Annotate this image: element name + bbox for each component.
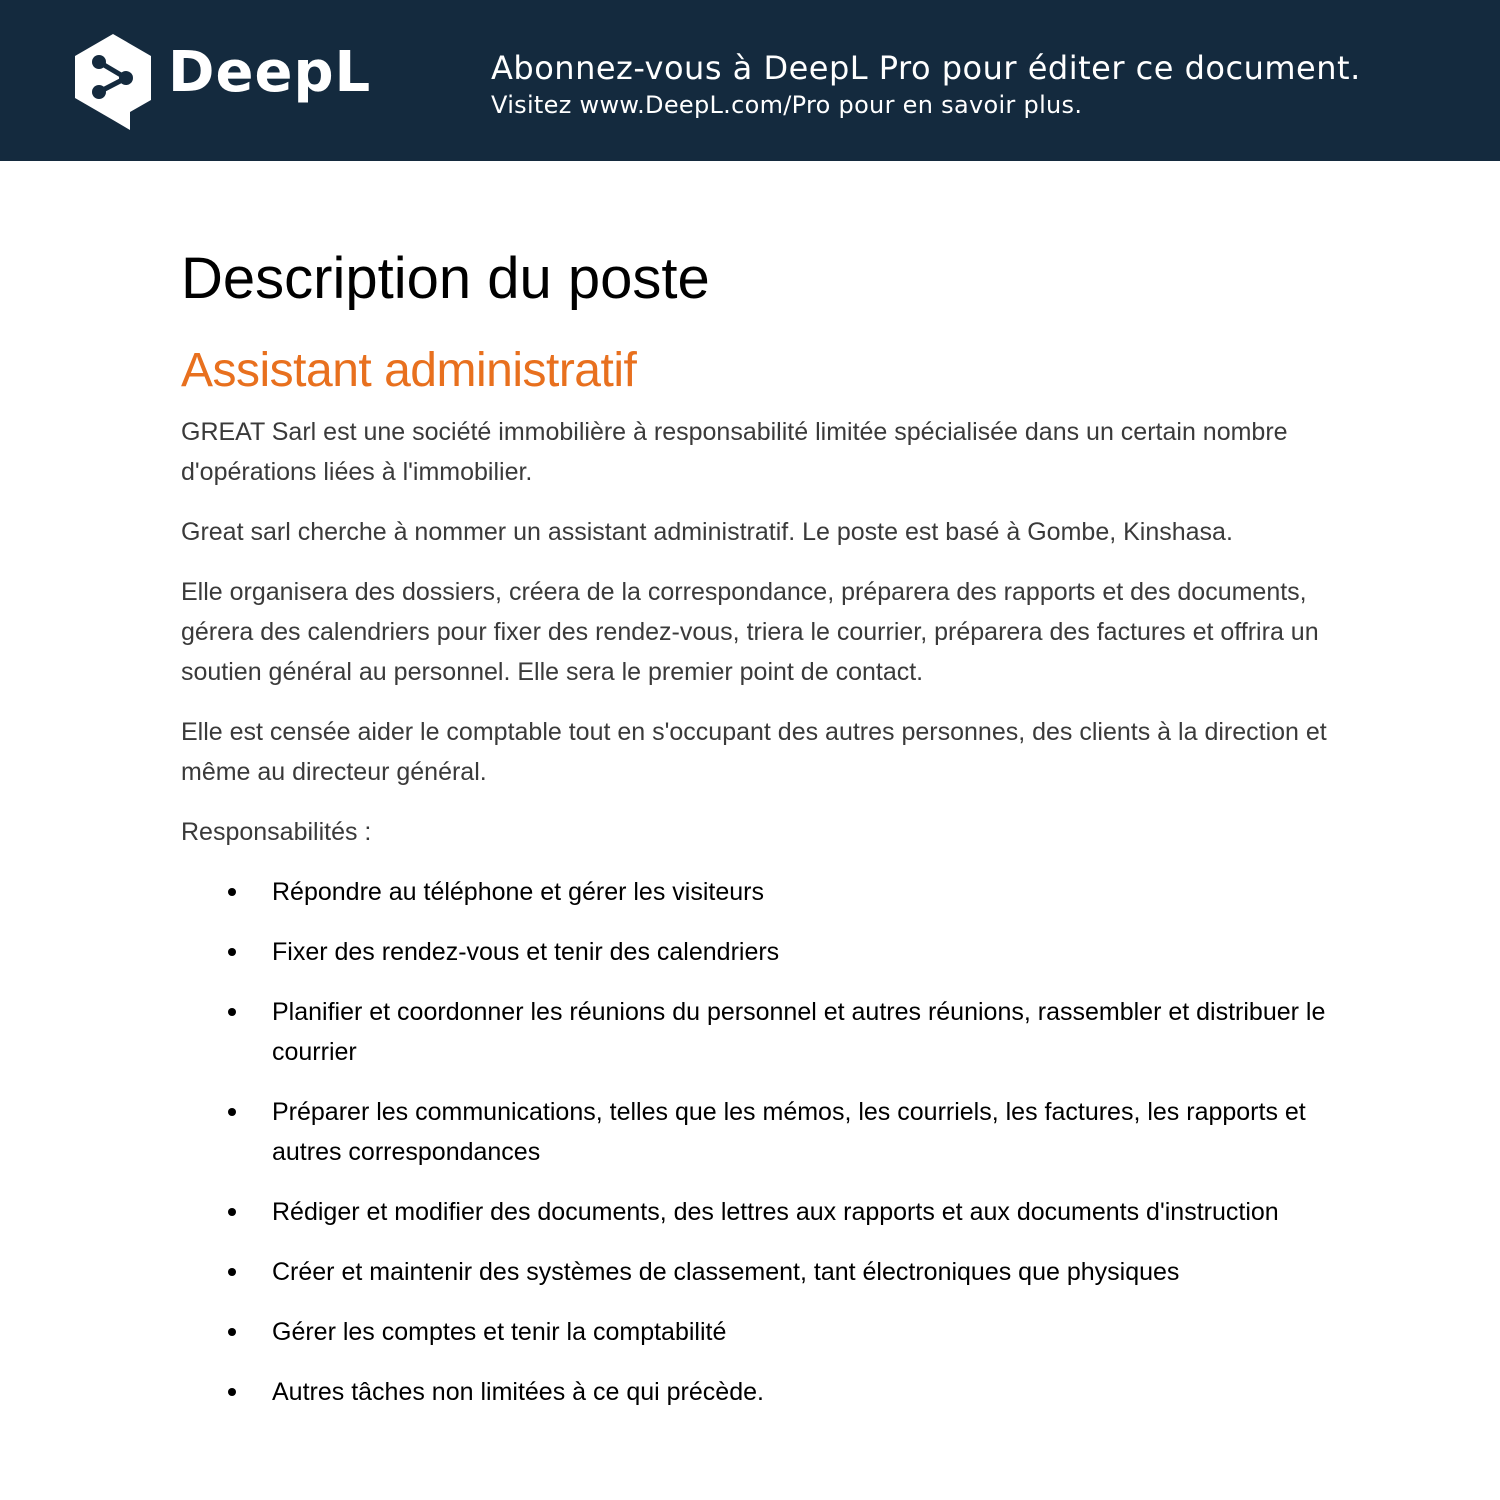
bullet-icon <box>228 1268 236 1276</box>
paragraph-position: Great sarl cherche à nommer un assistant administratif. Le poste est basé à Gombe, Kinshasa. <box>181 518 1233 546</box>
paragraph-duties: Elle organisera des dossiers, créera de la correspondance, préparera des rapports et des documents, gérera des calendriers pour fixer des rendez-vous, triera le courrier, préparera des factures et offrira un soutien général au personnel. Elle sera le premier point de contact. <box>181 578 1319 686</box>
responsibilities-list <box>181 872 1341 1412</box>
list-item-text: Rédiger et modifier des documents, des lettres aux rapports et aux documents d'instruction <box>272 1198 1279 1226</box>
deepl-share-bubble-icon <box>72 32 154 132</box>
responsibilities-label: Responsabilités : <box>181 818 372 846</box>
list-item <box>181 872 1341 912</box>
list-item <box>181 992 1341 1072</box>
deepl-logo[interactable] <box>72 32 372 132</box>
job-title: Assistant administratif <box>181 344 637 397</box>
list-item <box>181 932 1341 972</box>
paragraph-company: GREAT Sarl est une société immobilière à responsabilité limitée spécialisée dans un certain nombre d'opérations liées à l'immobilier. <box>181 418 1288 486</box>
list-item-text: Fixer des rendez-vous et tenir des calendriers <box>272 938 780 966</box>
deepl-logo-text: DeepL <box>168 40 372 105</box>
bullet-icon <box>228 1208 236 1216</box>
bullet-icon <box>228 1388 236 1396</box>
list-item <box>181 1372 1341 1412</box>
promo-headline: Abonnez-vous à DeepL Pro pour éditer ce document. <box>491 49 1361 87</box>
document-title: Description du poste <box>181 246 710 311</box>
list-item-text: Préparer les communications, telles que les mémos, les courriels, les factures, les rapports et autres correspondances <box>272 1098 1306 1166</box>
list-item <box>181 1092 1341 1172</box>
list-item <box>181 1192 1341 1232</box>
list-item-text: Créer et maintenir des systèmes de classement, tant électroniques que physiques <box>272 1258 1180 1286</box>
deepl-promo-banner <box>0 0 1500 161</box>
promo-text[interactable] <box>491 48 1361 120</box>
bullet-icon <box>228 948 236 956</box>
list-item <box>181 1312 1341 1352</box>
promo-link-text[interactable]: Visitez www.DeepL.com/Pro pour en savoir plus. <box>491 91 1083 119</box>
list-item-text: Répondre au téléphone et gérer les visiteurs <box>272 878 764 906</box>
list-item-text: Planifier et coordonner les réunions du personnel et autres réunions, rassembler et distribuer le courrier <box>272 998 1326 1066</box>
bullet-icon <box>228 1328 236 1336</box>
list-item-text: Gérer les comptes et tenir la comptabilité <box>272 1318 727 1346</box>
bullet-icon <box>228 888 236 896</box>
list-item <box>181 1252 1341 1292</box>
list-item-text: Autres tâches non limitées à ce qui précède. <box>272 1378 764 1406</box>
bullet-icon <box>228 1008 236 1016</box>
document-body <box>181 244 1341 1432</box>
bullet-icon <box>228 1108 236 1116</box>
paragraph-support: Elle est censée aider le comptable tout en s'occupant des autres personnes, des clients à la direction et même au directeur général. <box>181 718 1327 786</box>
